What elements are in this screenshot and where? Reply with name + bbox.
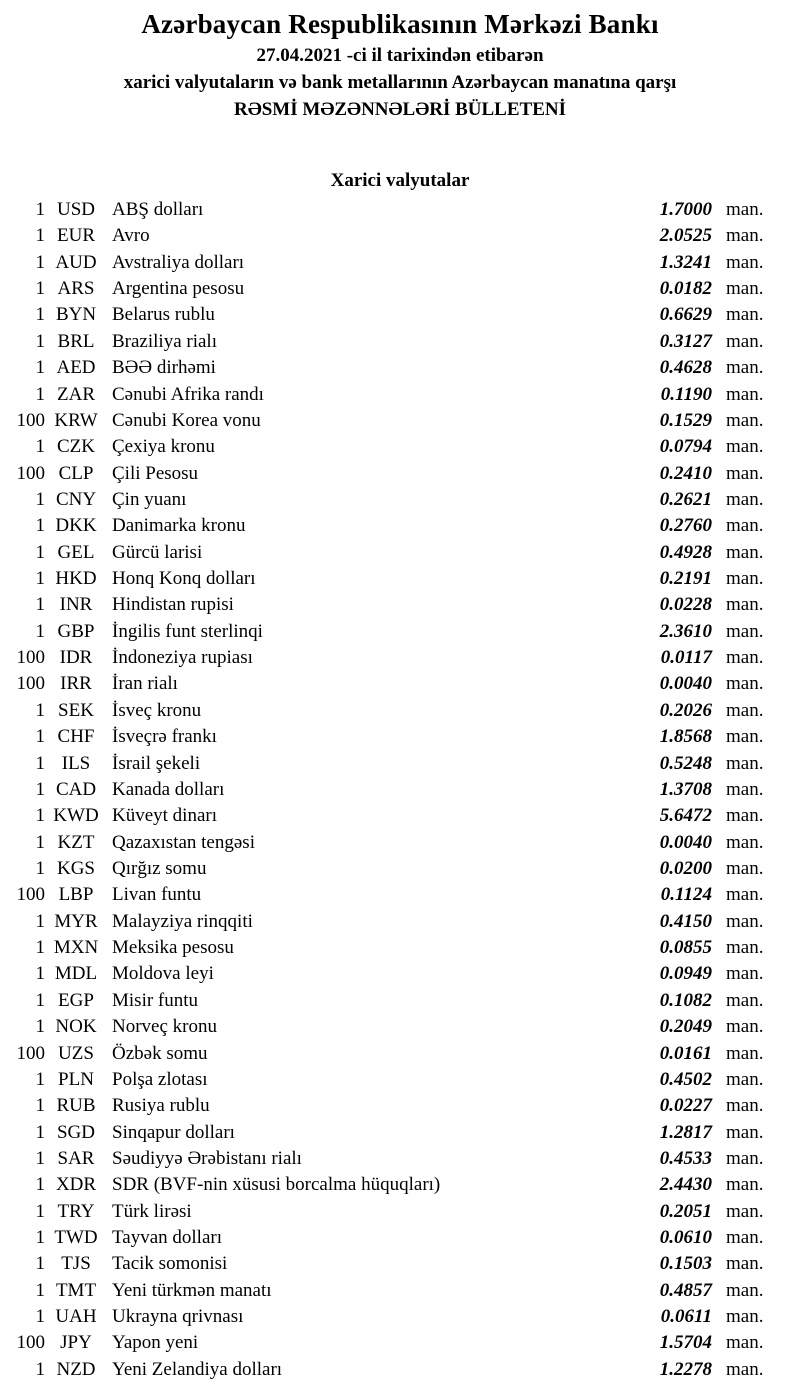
quantity-cell: 1	[35, 699, 45, 721]
unit-label-cell: man.	[726, 304, 764, 326]
unit-label-cell: man.	[726, 831, 764, 853]
currency-code-cell: BRL	[57, 330, 95, 352]
currency-code-cell: MYR	[54, 910, 98, 932]
table-row	[0, 1251, 800, 1277]
quantity-cell: 100	[16, 462, 45, 484]
rate-value-cell: 0.0040	[659, 673, 712, 695]
currency-name-cell: ABŞ dolları	[112, 199, 204, 220]
rate-value-cell: 0.0610	[659, 1227, 712, 1249]
currency-name-cell: İran rialı	[112, 673, 178, 695]
rate-value-cell: 1.2278	[659, 1358, 712, 1380]
unit-label-cell: man.	[726, 1358, 764, 1380]
table-row	[0, 487, 800, 513]
quantity-cell: 1	[35, 541, 45, 563]
unit-label-cell: man.	[726, 647, 764, 669]
rate-value-cell: 0.1503	[659, 1253, 712, 1275]
unit-label-cell: man.	[726, 541, 764, 563]
unit-label-cell: man.	[726, 383, 764, 405]
rate-value-cell: 0.5248	[659, 752, 712, 774]
quantity-cell: 1	[35, 963, 45, 985]
unit-label-cell: man.	[726, 1200, 764, 1222]
unit-label-cell: man.	[726, 568, 764, 590]
quantity-cell: 1	[35, 199, 45, 220]
table-row	[0, 1357, 800, 1383]
table-row	[0, 434, 800, 460]
currency-name-cell: Avstraliya dolları	[112, 251, 245, 273]
currency-code-cell: INR	[59, 594, 93, 616]
unit-label-cell: man.	[726, 937, 764, 959]
rate-value-cell: 1.2817	[659, 1121, 712, 1143]
currency-code-cell: SAR	[57, 1147, 95, 1169]
unit-label-cell: man.	[726, 1279, 764, 1301]
currency-name-cell: Argentina pesosu	[112, 278, 245, 300]
table-row	[0, 223, 800, 249]
currency-code-cell: SGD	[56, 1121, 95, 1143]
quantity-cell: 100	[16, 884, 45, 906]
unit-label-cell: man.	[726, 1016, 764, 1038]
quantity-cell: 1	[35, 937, 45, 959]
table-row	[0, 1120, 800, 1146]
table-row	[0, 1278, 800, 1304]
table-row	[0, 671, 800, 697]
currency-name-cell: Ukrayna qrivnası	[112, 1306, 244, 1328]
rate-value-cell: 2.0525	[659, 225, 712, 247]
table-row	[0, 619, 800, 645]
currency-name-cell: Misir funtu	[112, 989, 199, 1011]
unit-label-cell: man.	[726, 673, 764, 695]
quantity-cell: 1	[35, 1095, 45, 1117]
currency-code-cell: CHF	[57, 726, 95, 748]
currency-code-cell: HKD	[55, 568, 97, 590]
unit-label-cell: man.	[726, 225, 764, 247]
rate-value-cell: 0.0161	[659, 1042, 712, 1064]
currency-name-cell: Kanada dolları	[112, 778, 225, 800]
rate-value-cell: 0.2051	[659, 1200, 712, 1222]
currency-name-cell: Tacik somonisi	[112, 1253, 228, 1275]
currency-name-cell: Cənubi Afrika randı	[112, 383, 264, 405]
rate-value-cell: 0.4150	[659, 910, 712, 932]
quantity-cell: 1	[35, 1147, 45, 1169]
currency-code-cell: UZS	[58, 1042, 94, 1064]
table-row	[0, 856, 800, 882]
currency-name-cell: Honq Konq dolları	[112, 568, 256, 590]
rate-value-cell: 0.0949	[659, 963, 712, 985]
bulletin-title: RƏSMİ MƏZƏNNƏLƏRİ BÜLLETENİ	[233, 99, 566, 120]
unit-label-cell: man.	[726, 462, 764, 484]
quantity-cell: 1	[35, 251, 45, 273]
quantity-cell: 1	[35, 436, 45, 458]
quantity-cell: 100	[16, 673, 45, 695]
rate-value-cell: 0.0855	[659, 937, 712, 959]
currency-code-cell: CZK	[57, 436, 95, 458]
table-row	[0, 250, 800, 276]
table-row	[0, 698, 800, 724]
currency-name-cell: İsveçrə frankı	[112, 726, 217, 748]
currency-name-cell: Yeni Zelandiya dolları	[112, 1358, 283, 1380]
unit-label-cell: man.	[726, 620, 764, 642]
currency-name-cell: Cənubi Korea vonu	[112, 409, 261, 431]
quantity-cell: 1	[35, 515, 45, 537]
quantity-cell: 1	[35, 383, 45, 405]
table-row	[0, 197, 800, 223]
currency-name-cell: Çili Pesosu	[112, 462, 199, 484]
rate-value-cell: 5.6472	[659, 805, 712, 827]
currency-name-cell: Avro	[112, 225, 150, 247]
table-row	[0, 540, 800, 566]
rate-value-cell: 1.7000	[659, 199, 712, 220]
quantity-cell: 100	[16, 647, 45, 669]
unit-label-cell: man.	[726, 857, 764, 879]
currency-code-cell: TJS	[61, 1253, 91, 1275]
currency-code-cell: JPY	[60, 1332, 92, 1354]
table-row	[0, 1199, 800, 1225]
table-row	[0, 1041, 800, 1067]
currency-code-cell: MDL	[54, 963, 98, 985]
unit-label-cell: man.	[726, 1042, 764, 1064]
rate-value-cell: 0.0117	[660, 647, 712, 669]
currency-code-cell: KGS	[56, 857, 95, 879]
rate-value-cell: 1.5704	[659, 1332, 712, 1354]
rate-value-cell: 0.1529	[659, 409, 712, 431]
unit-label-cell: man.	[726, 330, 764, 352]
quantity-cell: 1	[35, 304, 45, 326]
currency-code-cell: UAH	[55, 1306, 97, 1328]
table-row	[0, 645, 800, 671]
currency-name-cell: SDR (BVF-nin xüsusi borcalma hüquqları)	[112, 1174, 441, 1196]
currency-name-cell: İsveç kronu	[112, 699, 202, 721]
unit-label-cell: man.	[726, 1253, 764, 1275]
table-row	[0, 513, 800, 539]
currency-code-cell: GBP	[57, 620, 95, 642]
currency-code-cell: CLP	[58, 462, 94, 484]
quantity-cell: 100	[16, 409, 45, 431]
quantity-cell: 1	[35, 1174, 45, 1196]
unit-label-cell: man.	[726, 199, 764, 220]
currency-code-cell: EGP	[58, 989, 94, 1011]
quantity-cell: 1	[35, 1016, 45, 1038]
currency-code-cell: AUD	[55, 251, 97, 273]
quantity-cell: 100	[16, 1042, 45, 1064]
unit-label-cell: man.	[726, 357, 764, 379]
table-row	[0, 1225, 800, 1251]
currency-code-cell: LBP	[58, 884, 94, 906]
rate-value-cell: 0.0611	[660, 1306, 712, 1328]
quantity-cell: 1	[35, 278, 45, 300]
currency-name-cell: Özbək somu	[112, 1042, 208, 1064]
table-row	[0, 461, 800, 487]
table-row	[0, 302, 800, 328]
currency-name-cell: Livan funtu	[112, 884, 202, 906]
currency-code-cell: BYN	[55, 304, 97, 326]
unit-label-cell: man.	[726, 805, 764, 827]
quantity-cell: 1	[35, 1253, 45, 1275]
rate-value-cell: 0.2621	[659, 488, 712, 510]
table-row	[0, 961, 800, 987]
currency-code-cell: IDR	[59, 647, 93, 669]
rate-value-cell: 0.4502	[659, 1068, 712, 1090]
table-row	[0, 382, 800, 408]
rate-value-cell: 2.4430	[659, 1174, 712, 1196]
currency-code-cell: ILS	[61, 752, 91, 774]
quantity-cell: 1	[35, 357, 45, 379]
quantity-cell: 1	[35, 778, 45, 800]
currency-code-cell: ARS	[57, 278, 95, 300]
table-row	[0, 566, 800, 592]
currency-code-cell: PLN	[58, 1068, 94, 1090]
rate-value-cell: 0.0200	[659, 857, 712, 879]
table-row	[0, 1304, 800, 1330]
quantity-cell: 1	[35, 225, 45, 247]
quantity-cell: 1	[35, 910, 45, 932]
currency-name-cell: Səudiyyə Ərəbistanı rialı	[112, 1147, 302, 1169]
bulletin-header	[0, 6, 800, 123]
unit-label-cell: man.	[726, 515, 764, 537]
table-row	[0, 1014, 800, 1040]
currency-name-cell: Braziliya rialı	[112, 330, 217, 352]
rate-value-cell: 1.3708	[659, 778, 712, 800]
currency-code-cell: TRY	[57, 1200, 95, 1222]
rate-value-cell: 1.8568	[659, 726, 712, 748]
currency-name-cell: İndoneziya rupiası	[112, 647, 253, 669]
unit-label-cell: man.	[726, 436, 764, 458]
currency-code-cell: ZAR	[57, 383, 95, 405]
bank-title: Azərbaycan Respublikasının Mərkəzi Bankı	[141, 9, 659, 39]
currency-code-cell: IRR	[60, 673, 92, 695]
rate-value-cell: 0.6629	[659, 304, 712, 326]
unit-label-cell: man.	[726, 963, 764, 985]
currency-name-cell: Yapon yeni	[112, 1332, 199, 1354]
table-row	[0, 777, 800, 803]
currency-code-cell: SEK	[58, 699, 94, 721]
quantity-cell: 1	[35, 568, 45, 590]
currency-name-cell: Qırğız somu	[112, 857, 207, 879]
quantity-cell: 1	[35, 1358, 45, 1380]
unit-label-cell: man.	[726, 989, 764, 1011]
currency-code-cell: NOK	[55, 1016, 97, 1038]
quantity-cell: 1	[35, 1227, 45, 1249]
rate-value-cell: 0.0182	[659, 278, 712, 300]
quantity-cell: 1	[35, 726, 45, 748]
quantity-cell: 1	[35, 831, 45, 853]
table-row	[0, 909, 800, 935]
unit-label-cell: man.	[726, 910, 764, 932]
currency-name-cell: Rusiya rublu	[112, 1095, 210, 1117]
unit-label-cell: man.	[726, 1147, 764, 1169]
rate-value-cell: 0.1124	[660, 884, 712, 906]
rate-value-cell: 0.2049	[659, 1016, 712, 1038]
currency-name-cell: Küveyt dinarı	[112, 805, 218, 827]
unit-label-cell: man.	[726, 594, 764, 616]
unit-label-cell: man.	[726, 251, 764, 273]
table-row	[0, 935, 800, 961]
unit-label-cell: man.	[726, 884, 764, 906]
unit-label-cell: man.	[726, 752, 764, 774]
rate-value-cell: 0.4628	[659, 357, 712, 379]
table-row	[0, 1330, 800, 1356]
currency-code-cell: USD	[56, 199, 95, 220]
table-row	[0, 592, 800, 618]
rate-value-cell: 0.3127	[659, 330, 712, 352]
currency-code-cell: XDR	[55, 1174, 97, 1196]
currency-code-cell: MXN	[53, 937, 99, 959]
table-row	[0, 408, 800, 434]
table-row	[0, 1067, 800, 1093]
unit-label-cell: man.	[726, 488, 764, 510]
quantity-cell: 1	[35, 752, 45, 774]
currency-code-cell: TMT	[55, 1279, 97, 1301]
table-row	[0, 1172, 800, 1198]
rate-value-cell: 0.0040	[659, 831, 712, 853]
currency-name-cell: Qazaxıstan tengəsi	[112, 831, 255, 853]
unit-label-cell: man.	[726, 1306, 764, 1328]
quantity-cell: 1	[35, 1068, 45, 1090]
table-row	[0, 329, 800, 355]
currency-code-cell: CAD	[55, 778, 97, 800]
quantity-cell: 1	[35, 594, 45, 616]
table-row	[0, 803, 800, 829]
unit-label-cell: man.	[726, 1068, 764, 1090]
currency-code-cell: KWD	[53, 805, 99, 827]
rate-value-cell: 0.1190	[660, 383, 712, 405]
currency-code-cell: GEL	[57, 541, 95, 563]
currency-code-cell: RUB	[56, 1095, 96, 1117]
table-row	[0, 988, 800, 1014]
currency-code-cell: TWD	[54, 1227, 98, 1249]
rate-value-cell: 1.3241	[659, 251, 712, 273]
quantity-cell: 1	[35, 1279, 45, 1301]
effective-date: 27.04.2021 -ci il tarixindən etibarən	[256, 45, 544, 66]
table-row	[0, 1093, 800, 1119]
rate-value-cell: 0.2760	[659, 515, 712, 537]
quantity-cell: 1	[35, 620, 45, 642]
currency-name-cell: Tayvan dolları	[112, 1227, 222, 1249]
currency-name-cell: Türk lirəsi	[112, 1200, 192, 1222]
currency-name-cell: Gürcü larisi	[112, 541, 203, 563]
quantity-cell: 100	[16, 1332, 45, 1354]
currency-code-cell: EUR	[57, 225, 95, 247]
rate-value-cell: 0.2191	[659, 568, 712, 590]
rate-value-cell: 0.0227	[659, 1095, 712, 1117]
quantity-cell: 1	[35, 805, 45, 827]
quantity-cell: 1	[35, 488, 45, 510]
currency-name-cell: Danimarka kronu	[112, 515, 246, 537]
currency-name-cell: Malayziya rinqqiti	[112, 910, 253, 932]
table-row	[0, 1146, 800, 1172]
currency-name-cell: Çin yuanı	[112, 488, 187, 510]
currency-name-cell: Polşa zlotası	[112, 1068, 208, 1090]
unit-label-cell: man.	[726, 778, 764, 800]
rate-value-cell: 0.2410	[659, 462, 712, 484]
currency-name-cell: Yeni türkmən manatı	[112, 1279, 272, 1301]
quantity-cell: 1	[35, 1306, 45, 1328]
table-row	[0, 724, 800, 750]
currency-name-cell: Sinqapur dolları	[112, 1121, 235, 1143]
currency-name-cell: Çexiya kronu	[112, 436, 215, 458]
currency-code-cell: AED	[56, 357, 96, 379]
currency-name-cell: Belarus rublu	[112, 304, 215, 326]
unit-label-cell: man.	[726, 726, 764, 748]
table-row	[0, 751, 800, 777]
unit-label-cell: man.	[726, 1095, 764, 1117]
unit-label-cell: man.	[726, 1332, 764, 1354]
currency-name-cell: Meksika pesosu	[112, 937, 234, 959]
rate-value-cell: 0.4928	[659, 541, 712, 563]
quantity-cell: 1	[35, 1200, 45, 1222]
table-row	[0, 355, 800, 381]
section-title-foreign-currencies: Xarici valyutalar	[330, 170, 470, 191]
table-row	[0, 276, 800, 302]
unit-label-cell: man.	[726, 1174, 764, 1196]
rate-value-cell: 0.4533	[659, 1147, 712, 1169]
quantity-cell: 1	[35, 330, 45, 352]
subject-line: xarici valyutaların və bank metallarının Azərbaycan manatına qarşı	[123, 72, 677, 93]
unit-label-cell: man.	[726, 699, 764, 721]
rate-value-cell: 0.0794	[659, 436, 712, 458]
currency-code-cell: DKK	[55, 515, 97, 537]
quantity-cell: 1	[35, 1121, 45, 1143]
unit-label-cell: man.	[726, 409, 764, 431]
rate-value-cell: 0.2026	[659, 699, 712, 721]
rate-value-cell: 2.3610	[659, 620, 712, 642]
rate-value-cell: 0.4857	[659, 1279, 712, 1301]
unit-label-cell: man.	[726, 278, 764, 300]
rate-value-cell: 0.0228	[659, 594, 712, 616]
currency-code-cell: NZD	[56, 1358, 96, 1380]
currency-name-cell: Hindistan rupisi	[112, 594, 234, 616]
rate-value-cell: 0.1082	[659, 989, 712, 1011]
table-row	[0, 882, 800, 908]
currency-table	[0, 197, 800, 1383]
quantity-cell: 1	[35, 857, 45, 879]
currency-name-cell: İngilis funt sterlinqi	[112, 620, 263, 642]
currency-code-cell: KRW	[54, 409, 98, 431]
currency-code-cell: KZT	[57, 831, 95, 853]
unit-label-cell: man.	[726, 1121, 764, 1143]
currency-code-cell: CNY	[55, 488, 97, 510]
currency-name-cell: Moldova leyi	[112, 963, 214, 985]
currency-name-cell: İsrail şekeli	[112, 752, 201, 774]
unit-label-cell: man.	[726, 1227, 764, 1249]
currency-name-cell: BƏƏ dirhəmi	[112, 357, 216, 379]
quantity-cell: 1	[35, 989, 45, 1011]
table-row	[0, 830, 800, 856]
currency-name-cell: Norveç kronu	[112, 1016, 217, 1038]
